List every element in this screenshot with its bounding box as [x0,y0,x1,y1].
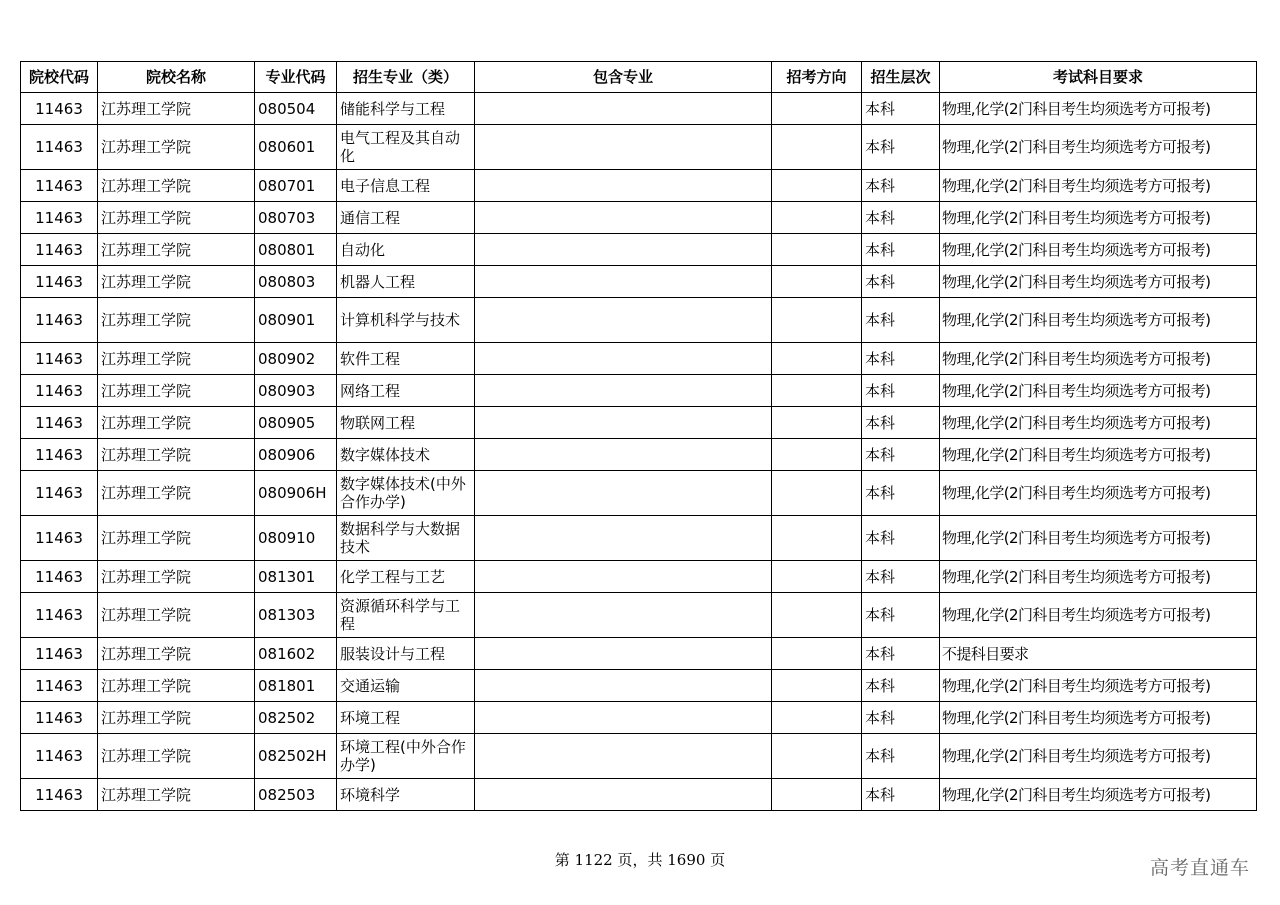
cell-major-name: 环境工程 [337,702,475,734]
cell-level: 本科 [862,516,940,561]
cell-direction [772,343,862,375]
cell-major-name: 交通运输 [337,670,475,702]
table-row [21,343,1257,375]
cell-school-code: 11463 [21,593,98,638]
cell-direction [772,638,862,670]
cell-included-majors [475,670,772,702]
header-school-name: 院校名称 [98,62,255,93]
table-row [21,471,1257,516]
cell-subject-requirement: 物理,化学(2门科目考生均须选考方可报考) [940,298,1257,343]
cell-level: 本科 [862,471,940,516]
cell-included-majors [475,702,772,734]
cell-level: 本科 [862,170,940,202]
cell-major-code: 080703 [255,202,337,234]
cell-level: 本科 [862,702,940,734]
cell-level: 本科 [862,561,940,593]
cell-school-code: 11463 [21,702,98,734]
cell-major-name: 通信工程 [337,202,475,234]
cell-school-name: 江苏理工学院 [98,638,255,670]
cell-subject-requirement: 不提科目要求 [940,638,1257,670]
cell-included-majors [475,471,772,516]
page-number: 第 1122 页，共 1690 页 [554,851,726,869]
cell-level: 本科 [862,670,940,702]
cell-school-code: 11463 [21,375,98,407]
cell-subject-requirement: 物理,化学(2门科目考生均须选考方可报考) [940,439,1257,471]
cell-major-name: 网络工程 [337,375,475,407]
cell-school-name: 江苏理工学院 [98,561,255,593]
cell-school-code: 11463 [21,266,98,298]
cell-included-majors [475,561,772,593]
table-row [21,266,1257,298]
cell-direction [772,561,862,593]
cell-school-code: 11463 [21,670,98,702]
header-level: 招生层次 [862,62,940,93]
table-row [21,734,1257,779]
cell-school-code: 11463 [21,343,98,375]
table-row [21,439,1257,471]
table-row [21,702,1257,734]
header-subject-requirement: 考试科目要求 [940,62,1257,93]
cell-major-code: 080902 [255,343,337,375]
cell-direction [772,266,862,298]
cell-direction [772,439,862,471]
table-row [21,593,1257,638]
cell-level: 本科 [862,343,940,375]
cell-school-name: 江苏理工学院 [98,343,255,375]
cell-major-code: 080903 [255,375,337,407]
table-row [21,779,1257,811]
cell-major-name: 储能科学与工程 [337,93,475,125]
cell-direction [772,734,862,779]
table-row [21,170,1257,202]
cell-major-name: 机器人工程 [337,266,475,298]
cell-school-code: 11463 [21,202,98,234]
cell-major-name: 环境工程(中外合作办学) [337,734,475,779]
table-row [21,93,1257,125]
table-row [21,516,1257,561]
cell-included-majors [475,93,772,125]
cell-direction [772,93,862,125]
cell-school-code: 11463 [21,561,98,593]
cell-major-name: 数据科学与大数据技术 [337,516,475,561]
cell-subject-requirement: 物理,化学(2门科目考生均须选考方可报考) [940,561,1257,593]
cell-school-name: 江苏理工学院 [98,471,255,516]
cell-school-code: 11463 [21,234,98,266]
header-row [21,62,1257,93]
table-row [21,561,1257,593]
cell-included-majors [475,234,772,266]
cell-school-name: 江苏理工学院 [98,125,255,170]
cell-major-code: 081303 [255,593,337,638]
cell-direction [772,234,862,266]
cell-major-name: 电子信息工程 [337,170,475,202]
cell-major-name: 资源循环科学与工程 [337,593,475,638]
cell-major-name: 计算机科学与技术 [337,298,475,343]
cell-major-code: 080803 [255,266,337,298]
cell-subject-requirement: 物理,化学(2门科目考生均须选考方可报考) [940,593,1257,638]
cell-direction [772,702,862,734]
cell-major-name: 数字媒体技术(中外合作办学) [337,471,475,516]
cell-subject-requirement: 物理,化学(2门科目考生均须选考方可报考) [940,670,1257,702]
cell-subject-requirement: 物理,化学(2门科目考生均须选考方可报考) [940,266,1257,298]
cell-school-code: 11463 [21,93,98,125]
cell-major-code: 081801 [255,670,337,702]
cell-major-code: 080905 [255,407,337,439]
cell-major-name: 数字媒体技术 [337,439,475,471]
header-included-majors: 包含专业 [475,62,772,93]
table-row [21,202,1257,234]
cell-school-name: 江苏理工学院 [98,516,255,561]
cell-major-code: 081602 [255,638,337,670]
cell-school-name: 江苏理工学院 [98,593,255,638]
watermark: 高考直通车 [1149,857,1250,879]
cell-major-code: 080906H [255,471,337,516]
cell-level: 本科 [862,779,940,811]
table-row [21,407,1257,439]
cell-major-code: 080601 [255,125,337,170]
cell-school-code: 11463 [21,125,98,170]
cell-major-code: 081301 [255,561,337,593]
cell-subject-requirement: 物理,化学(2门科目考生均须选考方可报考) [940,202,1257,234]
cell-level: 本科 [862,298,940,343]
cell-included-majors [475,343,772,375]
cell-included-majors [475,375,772,407]
cell-subject-requirement: 物理,化学(2门科目考生均须选考方可报考) [940,93,1257,125]
cell-subject-requirement: 物理,化学(2门科目考生均须选考方可报考) [940,125,1257,170]
cell-included-majors [475,638,772,670]
cell-school-code: 11463 [21,516,98,561]
cell-major-name: 环境科学 [337,779,475,811]
cell-level: 本科 [862,93,940,125]
cell-included-majors [475,516,772,561]
cell-level: 本科 [862,593,940,638]
cell-school-code: 11463 [21,734,98,779]
cell-included-majors [475,170,772,202]
cell-level: 本科 [862,266,940,298]
cell-major-code: 080910 [255,516,337,561]
cell-school-name: 江苏理工学院 [98,779,255,811]
cell-level: 本科 [862,734,940,779]
cell-school-code: 11463 [21,779,98,811]
cell-major-name: 物联网工程 [337,407,475,439]
cell-direction [772,516,862,561]
table-body [21,93,1257,811]
cell-direction [772,298,862,343]
cell-major-code: 080504 [255,93,337,125]
table-row [21,125,1257,170]
table-row [21,298,1257,343]
cell-direction [772,202,862,234]
cell-subject-requirement: 物理,化学(2门科目考生均须选考方可报考) [940,702,1257,734]
cell-school-name: 江苏理工学院 [98,202,255,234]
header-school-code: 院校代码 [21,62,98,93]
cell-included-majors [475,439,772,471]
cell-included-majors [475,734,772,779]
cell-school-name: 江苏理工学院 [98,734,255,779]
cell-major-code: 080701 [255,170,337,202]
cell-major-name: 自动化 [337,234,475,266]
cell-major-name: 电气工程及其自动化 [337,125,475,170]
cell-subject-requirement: 物理,化学(2门科目考生均须选考方可报考) [940,471,1257,516]
cell-school-name: 江苏理工学院 [98,234,255,266]
cell-subject-requirement: 物理,化学(2门科目考生均须选考方可报考) [940,375,1257,407]
cell-direction [772,670,862,702]
cell-direction [772,407,862,439]
cell-level: 本科 [862,407,940,439]
cell-subject-requirement: 物理,化学(2门科目考生均须选考方可报考) [940,343,1257,375]
cell-included-majors [475,202,772,234]
cell-school-name: 江苏理工学院 [98,702,255,734]
cell-school-code: 11463 [21,170,98,202]
cell-direction [772,593,862,638]
cell-major-name: 化学工程与工艺 [337,561,475,593]
cell-school-code: 11463 [21,298,98,343]
cell-subject-requirement: 物理,化学(2门科目考生均须选考方可报考) [940,779,1257,811]
cell-major-code: 082503 [255,779,337,811]
cell-school-code: 11463 [21,407,98,439]
header-major-name: 招生专业（类） [337,62,475,93]
cell-direction [772,779,862,811]
cell-school-code: 11463 [21,439,98,471]
cell-major-code: 080801 [255,234,337,266]
cell-major-code: 082502 [255,702,337,734]
cell-school-name: 江苏理工学院 [98,170,255,202]
cell-major-code: 080906 [255,439,337,471]
cell-school-name: 江苏理工学院 [98,93,255,125]
table-row [21,375,1257,407]
cell-level: 本科 [862,202,940,234]
cell-included-majors [475,779,772,811]
cell-school-name: 江苏理工学院 [98,439,255,471]
cell-level: 本科 [862,125,940,170]
cell-major-code: 080901 [255,298,337,343]
cell-included-majors [475,266,772,298]
cell-school-name: 江苏理工学院 [98,266,255,298]
table-row [21,638,1257,670]
cell-level: 本科 [862,375,940,407]
cell-subject-requirement: 物理,化学(2门科目考生均须选考方可报考) [940,516,1257,561]
cell-subject-requirement: 物理,化学(2门科目考生均须选考方可报考) [940,234,1257,266]
cell-included-majors [475,593,772,638]
cell-direction [772,125,862,170]
cell-school-code: 11463 [21,471,98,516]
cell-level: 本科 [862,638,940,670]
cell-included-majors [475,298,772,343]
cell-school-name: 江苏理工学院 [98,375,255,407]
admission-table [20,61,1257,811]
header-direction: 招考方向 [772,62,862,93]
cell-subject-requirement: 物理,化学(2门科目考生均须选考方可报考) [940,734,1257,779]
cell-school-name: 江苏理工学院 [98,298,255,343]
cell-school-name: 江苏理工学院 [98,407,255,439]
cell-level: 本科 [862,439,940,471]
cell-school-name: 江苏理工学院 [98,670,255,702]
cell-subject-requirement: 物理,化学(2门科目考生均须选考方可报考) [940,407,1257,439]
table-row [21,670,1257,702]
cell-direction [772,471,862,516]
cell-school-code: 11463 [21,638,98,670]
cell-included-majors [475,125,772,170]
cell-direction [772,170,862,202]
header-major-code: 专业代码 [255,62,337,93]
cell-subject-requirement: 物理,化学(2门科目考生均须选考方可报考) [940,170,1257,202]
cell-major-name: 软件工程 [337,343,475,375]
cell-direction [772,375,862,407]
table-row [21,234,1257,266]
cell-major-code: 082502H [255,734,337,779]
cell-included-majors [475,407,772,439]
cell-major-name: 服装设计与工程 [337,638,475,670]
cell-level: 本科 [862,234,940,266]
